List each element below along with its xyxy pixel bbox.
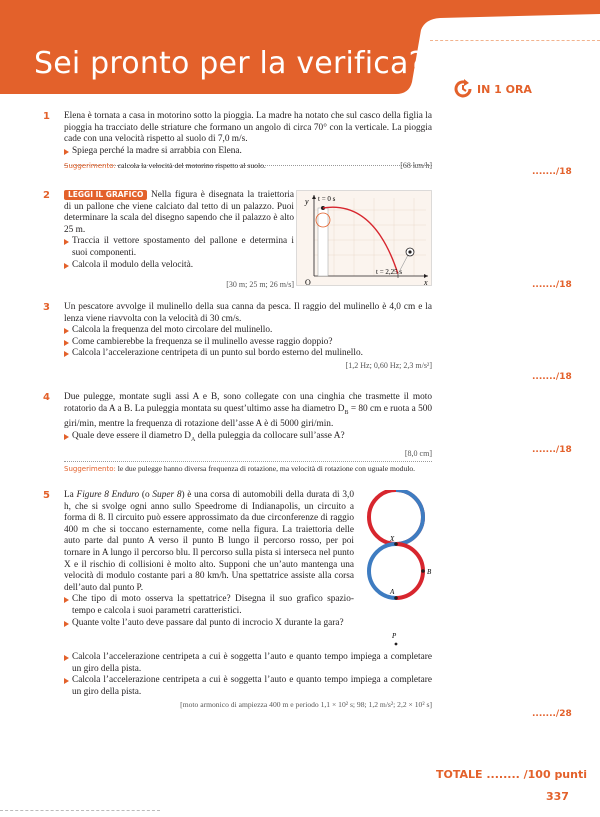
exercise-text-wrap [64, 190, 294, 236]
red-track-lower [396, 544, 423, 598]
exercise-number: 5 [43, 490, 50, 501]
exercise-text: ) è una corsa di automobili della durata di 3,0 h, che si svolge ogni anno sullo Speedrome di Indianapolis, un circuito a forma di 8. Il circuito può essere approssimato da due circonferenze di raggio 400 m che si toccano esternamente, come nella figura. La traiettoria delle auto parte dal punto A verso il punto B lungo il percorso rosso, per poi tornare in A lungo il percorso blu. Il percorso sulla pista si interseca nel punto X e il rischio di collisioni è molto alto. Supponi che un’auto mantenga una velocità di modulo costante pari a 80 km/h. Una spettatrice assiste alla corsa dell’auto dal punto P. [64, 490, 354, 593]
answer: [30 m; 25 m; 26 m/s] [226, 280, 294, 290]
exercise-task: Calcola la frequenza del moto circolare del mulinello. [64, 325, 432, 337]
answer: [1,2 Hz; 0,60 Hz; 2,3 m/s²] [345, 360, 432, 370]
blue-track-upper [396, 490, 423, 544]
score-field: ......./18 [532, 372, 572, 382]
y-axis-label: y [305, 197, 309, 206]
answer: [68 km/h] [400, 161, 432, 171]
bottom-dash-line [0, 810, 160, 811]
exercise-body [64, 392, 432, 474]
suggestion-label: Suggerimento: [64, 464, 116, 473]
exercise-number: 2 [43, 190, 50, 201]
exercise-body [64, 302, 432, 372]
exercise-task: Quante volte l’auto deve passare dal punto di incrocio X durante la gara? [64, 618, 354, 630]
exercise-text: Un pescatore avvolge il mulinello della sua canna da pesca. Il raggio del mulinello è 4,0 cm e la lenza viene riavvolta con la velocità di 30 cm/s. [64, 302, 432, 324]
point-b-label: B [427, 568, 432, 576]
exercise-body [64, 111, 432, 172]
exercise-text-rest: = 80 cm e ruota a 500 giri/min, mentre la frequenza di rotazione dell’asse A è di 5000 giri/min. [64, 403, 433, 430]
trajectory-figure [296, 190, 432, 286]
point-x [394, 542, 398, 546]
page-number: 337 [546, 790, 569, 803]
exercise-body [64, 190, 294, 291]
exercise-task: Come cambierebbe la frequenza se il mulinello avesse raggio doppio? [64, 337, 432, 349]
suggestion-text: le due pulegge hanno diversa frequenza di rotazione, ma velocità di rotazione con uguale modulo. [117, 463, 416, 473]
point-p [395, 643, 398, 646]
suggestion [64, 461, 432, 475]
point-a [394, 596, 398, 600]
text-part: La [64, 490, 77, 500]
suggestion-text: calcola la velocità del motorino rispetto al suolo. [117, 161, 266, 171]
graph-tag: LEGGI IL GRAFICO [64, 190, 147, 200]
exercise-task: Traccia il vettore spostamento del pallone e determina i suoi componenti. [64, 236, 294, 259]
origin-label: O [305, 278, 311, 286]
time-badge [452, 78, 532, 100]
task-text-rest: della puleggia da collocare sull’asse A? [195, 430, 345, 441]
total-score: TOTALE ........ /100 punti [436, 768, 588, 781]
score-field: ......./18 [532, 445, 572, 455]
t1-label: t = 2,25 s [376, 268, 403, 276]
suggestion-label: Suggerimento: [64, 162, 116, 171]
exercise-text: Elena è tornata a casa in motorino sotto la pioggia. La madre ha notato che sul casco della figlia la pioggia ha tracciato delle striature che formano un angolo di circa 70° con la verticale. La pioggia cade con una velocità rispetto al suolo di 7,0 m/s. [64, 111, 432, 145]
score-field: ......./28 [532, 709, 572, 719]
exercise-text: Nella figura è disegnata la traiettoria di un pallone che viene calciato dal tetto di un palazzo. Puoi determinare la scala del disegno sapendo che il palazzo è alto 25 m. [64, 190, 295, 235]
exercise-task: Spiega perché la madre si arrabbia con Elena. [64, 146, 432, 158]
t0-label: t = 0 s [318, 195, 336, 203]
exercise-task: Calcola l’accelerazione centripeta a cui è soggetta l’auto e quanto tempo impiega a completare un giro della pista. [64, 652, 432, 675]
exercise-task: Che tipo di moto osserva la spettatrice? Disegna il suo grafico spazio-tempo e calcola i suoi parametri caratteristici. [64, 594, 354, 617]
subscript-b: B [344, 409, 349, 416]
exercise-text-wrap [64, 490, 354, 594]
exercise-body-continued [64, 652, 432, 711]
score-field: ......./18 [532, 167, 572, 177]
exercise-text: Due pulegge, montate sugli assi A e B, sono collegate con una cinghia che trasmette il moto rotatorio da A a B. La puleggia montata su quest’ultimo asse ha diametro D [64, 392, 432, 414]
race-name: Figure 8 Enduro [76, 490, 140, 500]
exercise-number: 4 [43, 392, 50, 403]
suggestion [64, 161, 432, 172]
score-field: ......./18 [532, 280, 572, 290]
exercise-task [64, 431, 432, 446]
task-text: Quale deve essere il diametro D [72, 430, 192, 441]
exercise-number: 3 [43, 302, 50, 313]
building [318, 208, 328, 276]
exercise-number: 1 [43, 111, 50, 122]
point-b [421, 569, 425, 573]
figure-8-track [360, 490, 440, 650]
time-label: IN 1 ORA [477, 82, 532, 96]
answer: [8,0 cm] [404, 449, 432, 459]
answer: [moto armonico di ampiezza 400 m e periodo 1,1 × 10² s; 98; 1,2 m/s²; 2,2 × 10² s] [180, 700, 432, 710]
text-part: (o [139, 490, 153, 500]
exercise-task: Calcola l’accelerazione centripeta di un punto sul bordo esterno del mulinello. [64, 348, 432, 360]
page-title: Sei pronto per la verifica? [34, 46, 425, 81]
exercise-body [64, 490, 354, 629]
header-dash-line [430, 40, 600, 41]
subscript-a: A [191, 436, 196, 443]
race-alt-name: Super 8 [152, 490, 182, 500]
point-x-label: X [390, 535, 395, 543]
exercise-task: Calcola l’accelerazione centripeta a cui è soggetta l’auto e quanto tempo impiega a completare un giro della pista. [64, 675, 432, 698]
clock-arrow-icon [452, 78, 474, 100]
point-p-label: P [392, 632, 397, 640]
exercise-text-wrap [64, 392, 432, 431]
exercise-task: Calcola il modulo della velocità. [64, 260, 294, 272]
x-axis-label: x [424, 278, 428, 286]
point-a-label: A [390, 588, 395, 596]
